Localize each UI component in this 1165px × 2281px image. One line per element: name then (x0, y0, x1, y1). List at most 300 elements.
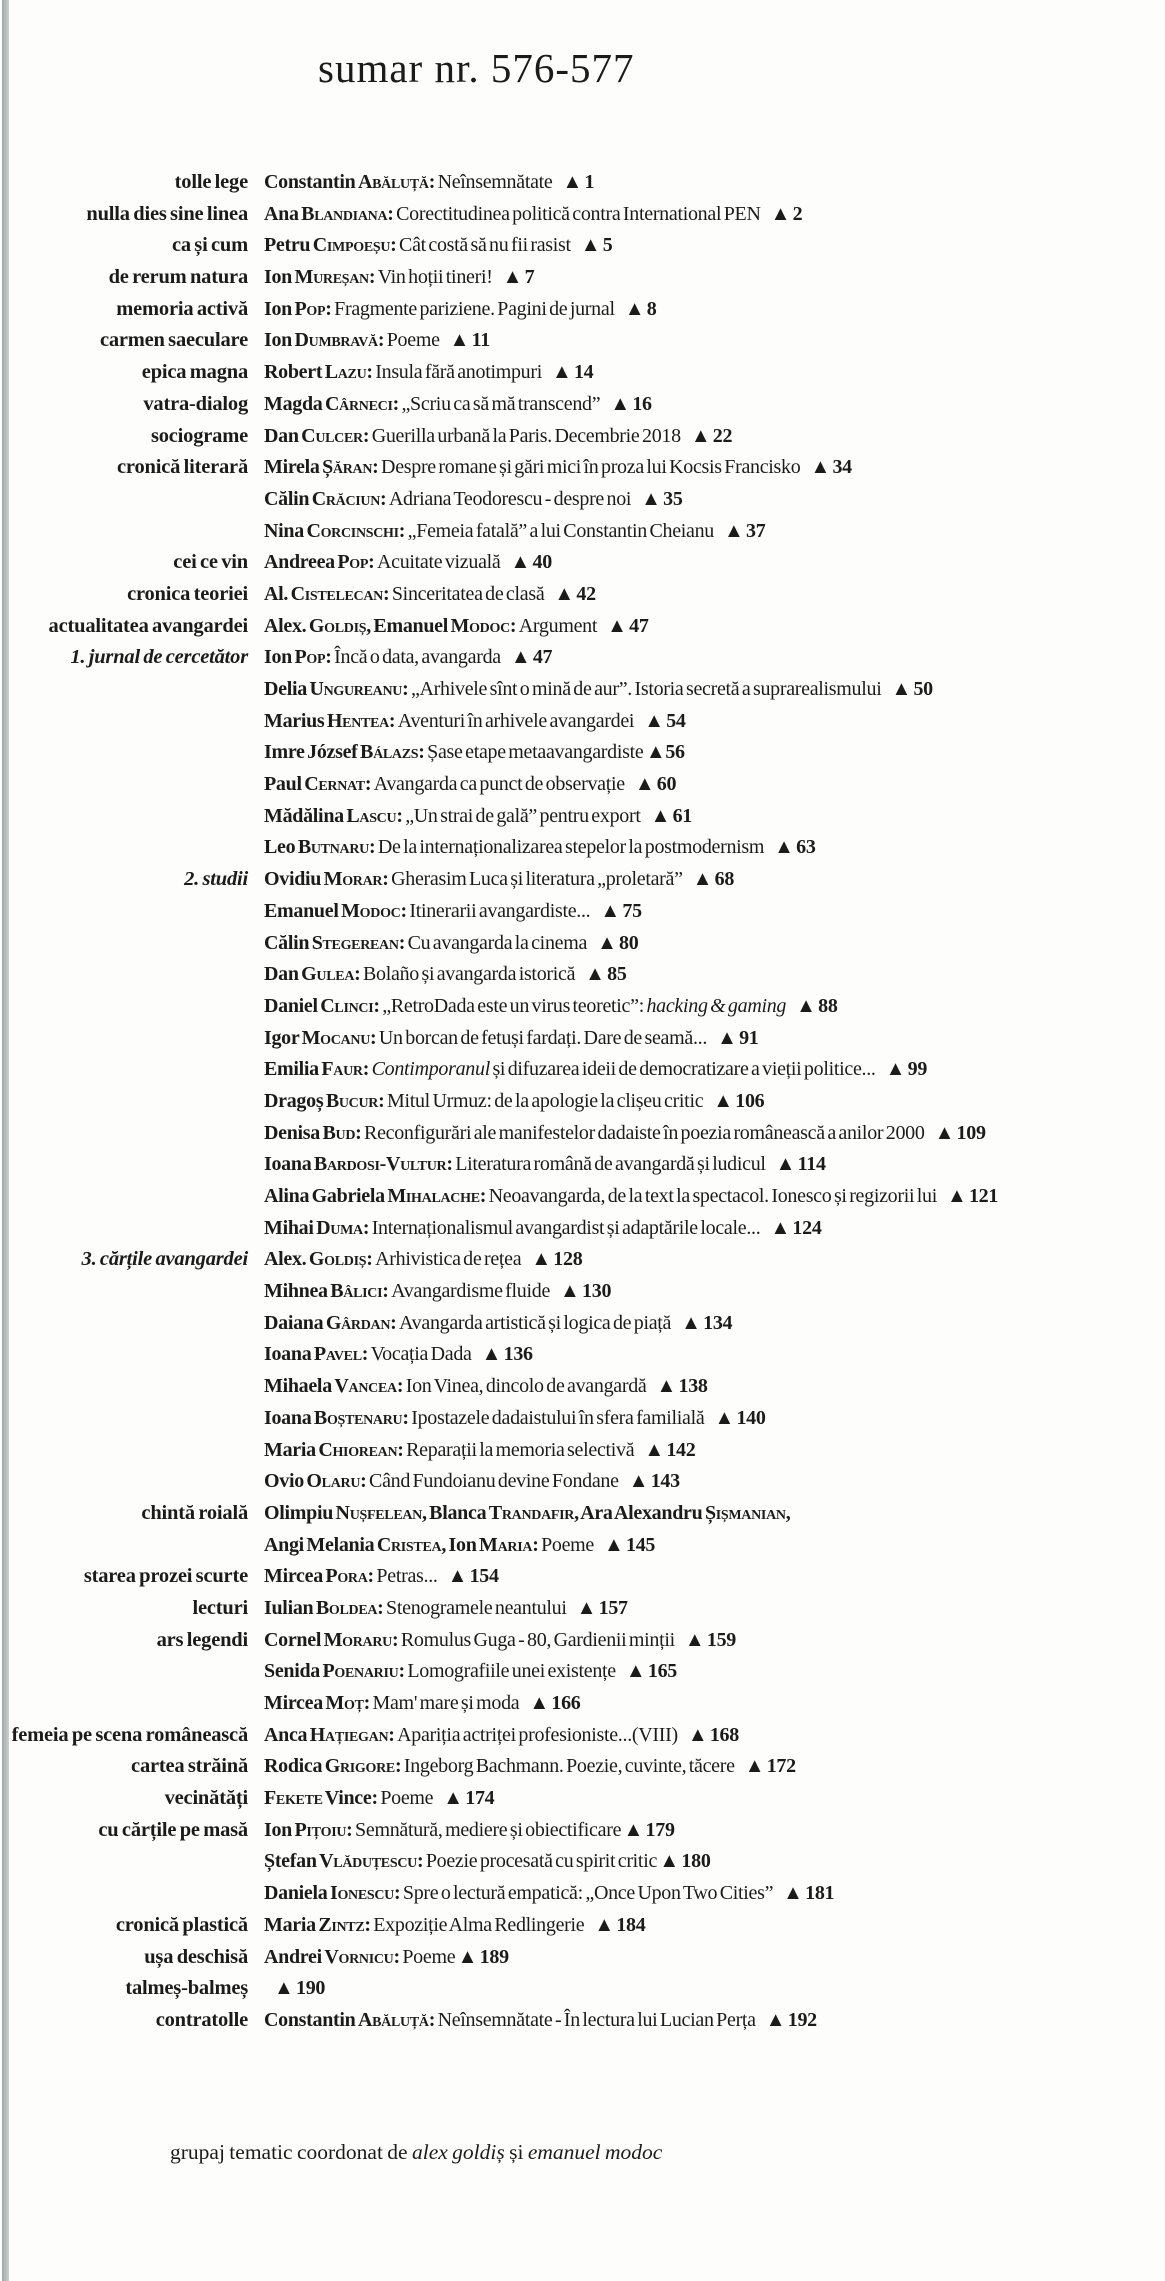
section-label: contratolle (155, 2008, 248, 2031)
entry-author: : (388, 709, 398, 732)
entry-author: Petru (264, 234, 313, 257)
entry-page-marker: ▲ 106 (713, 1089, 765, 1112)
footer-note (170, 2140, 662, 2165)
entry-author: Daniela (264, 1882, 330, 1905)
entry-author-family-smallcaps: Stegerean (311, 931, 399, 954)
toc-row (0, 1692, 1160, 1724)
entry-title: Aventuri în arhivele avangardei (397, 709, 635, 732)
entry-author-family-smallcaps: Pop (294, 297, 326, 320)
entry-author: : (370, 1026, 379, 1049)
section-label: lecturi (192, 1596, 248, 1619)
entry-page-marker: ▲ 99 (885, 1058, 928, 1081)
entry-title: Poeme (541, 1533, 595, 1556)
toc-entry (264, 361, 593, 384)
entry-page-marker: ▲ 80 (597, 931, 639, 954)
section-label: de rerum natura (108, 266, 248, 289)
entry-author: : (325, 646, 335, 669)
toc-entry (264, 425, 732, 448)
entry-author: Ovio (264, 1470, 307, 1493)
toc-row (0, 266, 1160, 298)
entry-author: Marius (264, 709, 327, 732)
entry-title: De la internaționalizarea stepelor la postmodernism (377, 836, 765, 859)
entry-author-family-smallcaps: Ungureanu (309, 678, 403, 700)
entry-title: Sinceritatea de clasă (391, 582, 545, 605)
entry-author: Maria (264, 1913, 319, 1936)
toc-row (0, 329, 1160, 361)
entry-title: Când Fundoianu devine Fondane (369, 1470, 619, 1493)
toc-entry (264, 615, 649, 638)
toc-entry (264, 773, 676, 796)
section-label: epica magna (141, 361, 248, 384)
section-label: starea prozei scurte (83, 1565, 248, 1588)
entry-title: Poezie procesată cu spirit critic (425, 1850, 658, 1873)
toc-row (0, 520, 1160, 552)
entry-author: Constantin (264, 171, 358, 193)
toc-entry (264, 995, 838, 1018)
entry-author: Ion (264, 297, 295, 320)
entry-title: Ipostazele dadaistului în sfera familială (411, 1406, 705, 1429)
entry-page-marker: ▲ 61 (650, 804, 693, 827)
entry-author: : (390, 1311, 400, 1334)
entry-author: : (402, 678, 411, 700)
entry-author: : (355, 1121, 365, 1144)
section-label: 3. cărțile avangardei (81, 1248, 248, 1271)
toc-entry (264, 963, 627, 986)
entry-author-family-smallcaps: Trandafir (488, 1501, 575, 1524)
entry-author: : (362, 1058, 372, 1081)
entry-page-marker: ▲ 63 (774, 836, 816, 859)
entry-page-marker: ▲ 91 (717, 1026, 759, 1049)
entry-author-family-smallcaps: Boldea (315, 1596, 378, 1619)
entry-author: : (393, 1945, 403, 1968)
footer-text-prefix: grupaj tematic coordonat de (170, 2140, 412, 2164)
entry-author: : (382, 868, 392, 891)
entry-author: : (398, 931, 408, 954)
entry-author-family-smallcaps: Ionescu (329, 1882, 394, 1905)
toc-entry (264, 900, 642, 923)
entry-page-marker: ▲ 166 (529, 1692, 581, 1714)
entry-author: Daniel (264, 994, 321, 1017)
toc-row (0, 1439, 1160, 1471)
entry-title: Șase etape metaavangardiste (427, 741, 644, 764)
entry-page-marker: ▲ 54 (644, 709, 686, 732)
entry-author-family-smallcaps: Pop (294, 646, 326, 669)
entry-author-family-smallcaps: Lascu (346, 804, 397, 827)
entry-author-family-smallcaps: Bucur (325, 1089, 379, 1112)
entry-author: : (388, 1723, 398, 1746)
entry-author: Andrei (264, 1945, 325, 1968)
toc-entry (264, 203, 802, 226)
entry-author: : (509, 614, 519, 637)
entry-title: Poeme (380, 1787, 434, 1810)
entry-page-marker: ▲ 140 (714, 1406, 766, 1429)
entry-page-marker: ▲ 85 (585, 963, 627, 986)
entry-author-family-smallcaps: Moț (325, 1692, 364, 1714)
entry-title: Poeme (386, 329, 440, 352)
entry-page-marker: ▲ 142 (644, 1438, 696, 1461)
toc-row (0, 1850, 1160, 1882)
toc-row (0, 1153, 1160, 1185)
section-label: actualitatea avangardei (48, 614, 248, 637)
entry-author: : (394, 1882, 403, 1905)
entry-page-marker: ▲ 179 (623, 1818, 675, 1841)
section-label: carmen saeculare (99, 329, 248, 352)
toc-entry (264, 2009, 817, 2032)
entry-title: Itinerarii avangardiste... (409, 899, 591, 922)
toc-row (0, 710, 1160, 742)
entry-author: : (354, 963, 364, 986)
entry-author-family-smallcaps: Chiorean (318, 1438, 398, 1461)
toc-entry (264, 1977, 325, 2000)
toc-row (0, 1280, 1160, 1312)
toc-entry (264, 1660, 677, 1683)
toc-entry (264, 1724, 739, 1747)
entry-author-family-smallcaps: Goldiș (308, 614, 367, 637)
entry-page-marker: ▲ 14 (551, 361, 594, 384)
entry-author-family-smallcaps: Boștenaru (313, 1406, 403, 1429)
toc-entry (264, 1946, 509, 1969)
entry-title: Petras... (376, 1565, 438, 1588)
toc-row (0, 836, 1160, 868)
entry-author-family-smallcaps: Șișmanian (704, 1501, 786, 1524)
toc-entry (264, 298, 656, 321)
toc-row (0, 868, 1160, 900)
entry-author-family-smallcaps: Mocanu (301, 1026, 371, 1049)
toc-row (0, 932, 1160, 964)
entry-author: : (377, 1596, 387, 1619)
entry-author: Maria (264, 1438, 319, 1461)
toc-entry (264, 646, 552, 669)
entry-title: Semnătură, mediere și obiectificare (355, 1818, 622, 1841)
toc-entry (264, 1819, 675, 1842)
toc-row (0, 1755, 1160, 1787)
toc-row (0, 741, 1160, 773)
entry-author: Rodica (264, 1755, 325, 1778)
entry-author: : (392, 392, 402, 415)
entry-page-marker: ▲ 168 (687, 1723, 739, 1746)
toc-entry (264, 583, 596, 606)
entry-page-marker: ▲ 35 (641, 487, 683, 510)
entry-page-marker: ▲ 180 (659, 1850, 711, 1873)
entry-author: : (387, 202, 397, 225)
toc-row (0, 995, 1160, 1027)
entry-author: Ion (264, 329, 295, 352)
section-label: cronică plastică (115, 1913, 248, 1936)
entry-author: : (361, 1343, 371, 1366)
entry-page-marker: ▲ 16 (610, 392, 652, 415)
entry-title: „Femeia fatală” a lui Constantin Cheianu (407, 519, 715, 542)
entry-page-marker: ▲ 138 (656, 1375, 708, 1398)
entry-title: Gherasim Luca și literatura „proletară” (391, 868, 683, 891)
toc-entry (264, 1122, 986, 1145)
entry-author: : (364, 1913, 374, 1936)
entry-page-marker: ▲ 50 (891, 678, 933, 700)
entry-author-family-smallcaps: Blandiana (301, 202, 388, 225)
entry-author-family-smallcaps: Pop (337, 551, 369, 574)
entry-author: , Ion (441, 1533, 480, 1556)
entry-author-family-smallcaps: Nușfelean (335, 1501, 422, 1524)
entry-author: Ioana (264, 1153, 314, 1176)
entry-author: : (398, 1660, 408, 1683)
entry-author-family-smallcaps: Poenariu (322, 1660, 399, 1683)
toc-entry (264, 1914, 645, 1937)
toc-row (0, 646, 1160, 678)
entry-author-family-smallcaps: Bud (322, 1121, 356, 1144)
entry-author: : (325, 297, 335, 320)
entry-title: Un borcan de fetuși fardați. Dare de seamă... (378, 1026, 708, 1049)
entry-author-family-smallcaps: Gulea (301, 963, 355, 986)
entry-author: Mihnea (264, 1280, 331, 1303)
entry-author: Mircea (264, 1565, 326, 1588)
entry-author: Magda (264, 392, 326, 415)
toc-row (0, 1470, 1160, 1502)
entry-author: Ștefan (264, 1850, 320, 1873)
entry-author: Mirela (264, 456, 323, 479)
entry-author: Alex. (264, 614, 309, 637)
toc-row (0, 615, 1160, 647)
entry-title: Vocația Dada (370, 1343, 472, 1366)
toc-row (0, 1819, 1160, 1851)
section-label: ca și cum (171, 234, 248, 257)
entry-author: : (377, 329, 387, 352)
entry-page-marker: ▲ 109 (934, 1121, 986, 1144)
toc-row (0, 171, 1160, 203)
entry-author: : (402, 1406, 412, 1429)
entry-author: : (380, 487, 389, 510)
toc-entry (264, 520, 765, 543)
entry-author-family-smallcaps: Culcer (301, 424, 363, 447)
entry-author: Emilia (264, 1058, 322, 1081)
entry-page-marker: ▲ 124 (770, 1216, 822, 1239)
entry-page-marker: ▲ 192 (765, 2008, 817, 2031)
entry-page-marker: ▲ 189 (457, 1945, 509, 1968)
entry-author-family-smallcaps: Duma (316, 1216, 363, 1239)
entry-author-family-smallcaps: Goldiș (308, 1248, 367, 1271)
entry-page-marker: ▲ 42 (554, 582, 596, 605)
entry-author: : (362, 1216, 372, 1239)
entry-author: Al. (264, 582, 291, 605)
entry-author: : (446, 1153, 456, 1176)
entry-author: Dan (264, 424, 302, 447)
entry-author: Ion (264, 646, 295, 669)
section-label: cu cărțile pe masă (98, 1818, 248, 1841)
entry-page-marker: ▲ 47 (510, 646, 553, 669)
toc-row (0, 1027, 1160, 1059)
toc-entry (264, 1629, 736, 1652)
toc-row (0, 1629, 1160, 1661)
footer-coordinator-1: alex goldiș (411, 2140, 505, 2164)
toc-row (0, 425, 1160, 457)
toc-row (0, 298, 1160, 330)
toc-entry (264, 1027, 758, 1050)
toc-row (0, 456, 1160, 488)
entry-page-marker: ▲ 75 (600, 899, 642, 922)
toc-entry (264, 1407, 766, 1430)
entry-title: Reconfigurări ale manifestelor dadaiste în poezia românească a anilor 2000 (364, 1121, 925, 1144)
entry-author: : (368, 266, 378, 289)
entry-author: : (396, 804, 406, 827)
entry-author: Robert (264, 361, 325, 384)
entry-page-marker: ▲ 1 (562, 171, 595, 193)
section-label: talmeș-balmeș (125, 1977, 248, 2000)
entry-author: : (428, 2008, 438, 2031)
entry-author: Constantin (264, 2008, 358, 2031)
toc-row (0, 583, 1160, 615)
entry-author: Călin (264, 931, 312, 954)
entry-author: Alina Gabriela (264, 1185, 388, 1207)
toc-entry (264, 1882, 834, 1905)
entry-title: Ingeborg Bachmann. Poezie, cuvinte, tăcere (403, 1755, 735, 1778)
toc-entry (264, 1375, 708, 1398)
entry-title: Avangarda artistică și logica de piață (399, 1311, 672, 1334)
entry-author-family-smallcaps: Modoc (450, 614, 510, 637)
entry-page-marker: ▲ 165 (625, 1660, 677, 1683)
toc-row (0, 1375, 1160, 1407)
entry-title: Mam' mare și moda (372, 1692, 520, 1714)
entry-page-marker: ▲ 37 (724, 519, 766, 542)
toc-entry (264, 710, 686, 733)
entry-author: , Emanuel (366, 614, 451, 637)
entry-author: : (368, 836, 378, 859)
entry-page-marker: ▲ 68 (692, 868, 735, 891)
toc-row (0, 1248, 1160, 1280)
section-label: ușa deschisă (144, 1945, 248, 1968)
entry-title: Bolaño și avangarda istorică (363, 963, 576, 986)
entry-author: Ana (264, 202, 302, 225)
entry-author: Ovidiu (264, 868, 324, 891)
entry-author-family-smallcaps: Hațiegan (309, 1723, 389, 1746)
entry-title: Avangardisme fluide (391, 1280, 551, 1303)
entry-page-marker: ▲ 159 (684, 1628, 737, 1651)
entry-title: Acuitate vizuală (377, 551, 501, 574)
entry-title: Argument (518, 614, 598, 637)
entry-author: : (382, 582, 392, 605)
entry-author: : (390, 234, 400, 257)
toc-entry (264, 234, 612, 257)
toc-entry (264, 741, 685, 764)
toc-row (0, 1217, 1160, 1249)
toc-row (0, 393, 1160, 425)
entry-author: Daiana (264, 1311, 326, 1334)
entry-author: : (392, 1628, 401, 1651)
entry-author-family-smallcaps: Cârneci (325, 392, 393, 415)
section-label: cei ce vin (173, 551, 248, 574)
entry-title-italic: Contimporanul (371, 1058, 490, 1081)
entry-author: Emanuel (264, 899, 342, 922)
toc-row (0, 1534, 1160, 1566)
toc-entry (264, 1090, 764, 1113)
toc-row (0, 1724, 1160, 1756)
toc-entry (264, 932, 638, 955)
entry-author-family-smallcaps: Moraru (323, 1628, 392, 1651)
entry-page-marker: ▲ 121 (946, 1185, 999, 1207)
entry-author-family-smallcaps: Maria (479, 1533, 533, 1556)
entry-author: : (368, 551, 377, 574)
entry-title: Insula fără anotimpuri (375, 361, 542, 384)
entry-author-family-smallcaps: Morar (323, 868, 383, 891)
toc-row (0, 900, 1160, 932)
entry-author: : (362, 424, 372, 447)
section-label: chintă roială (141, 1501, 248, 1524)
entry-title: Cât costă să nu fii rasist (399, 234, 571, 257)
toc-row (0, 1090, 1160, 1122)
entry-title: Lomografiile unei existențe (407, 1660, 616, 1683)
toc-row (0, 1882, 1160, 1914)
entry-title: Arhivistica de rețea (375, 1248, 522, 1271)
entry-author-family-smallcaps: Olaru (306, 1470, 361, 1493)
entry-author-family-smallcaps: Crăciun (311, 487, 381, 510)
entry-author-family-smallcaps: Hentea (326, 709, 389, 732)
toc-row (0, 1122, 1160, 1154)
toc-row (0, 678, 1160, 710)
entry-author-family-smallcaps: Clinci (320, 994, 374, 1017)
toc-row (0, 2009, 1160, 2041)
entry-page-marker: ▲ 60 (634, 773, 677, 796)
entry-title: Vin hoții tineri! (377, 266, 493, 289)
toc-row (0, 773, 1160, 805)
entry-page-marker: ▲ 22 (690, 424, 733, 447)
entry-author: Ioana (264, 1406, 314, 1429)
entry-author: Angi Melania (264, 1533, 377, 1556)
entry-page-marker: ▲ 174 (443, 1787, 495, 1810)
toc-row (0, 1058, 1160, 1090)
entry-author: : (398, 519, 408, 542)
entry-author-family-smallcaps: Butnaru (297, 836, 369, 859)
entry-title: Literatura română de avangardă și ludicul (455, 1153, 766, 1176)
entry-author: Vince: (322, 1787, 381, 1810)
entry-title: „RetroDada este un virus teoretic”: (382, 994, 647, 1017)
page-title: sumar nr. 576-577 (318, 45, 635, 91)
entry-author-family-smallcaps: Pora (325, 1565, 368, 1588)
entry-author: Mădălina (264, 804, 347, 827)
entry-author: : (366, 361, 376, 384)
entry-page-marker: ▲ 145 (604, 1533, 656, 1556)
entry-page-marker: ▲ 143 (628, 1470, 680, 1493)
toc-row (0, 1977, 1160, 2009)
toc-entry (264, 678, 933, 701)
entry-title: Poeme (402, 1945, 456, 1968)
toc-row (0, 551, 1160, 583)
entry-page-marker: ▲ 47 (607, 614, 649, 637)
entry-author-family-smallcaps: Cimpoeșu (312, 234, 391, 257)
section-label: vatra-dialog (143, 392, 248, 415)
entry-title: Apariția actriței profesioniste...(VIII) (397, 1723, 678, 1746)
entry-author-family-smallcaps: Abăluță (357, 2008, 429, 2031)
entry-author: Alex. (264, 1248, 309, 1271)
entry-author: : (378, 1089, 387, 1112)
entry-author: , (785, 1501, 791, 1524)
entry-page-marker: ▲ 172 (744, 1755, 796, 1778)
entry-author: Dan (264, 963, 302, 986)
toc-entry (264, 1312, 732, 1335)
toc-entry (264, 836, 816, 859)
entry-title: Avangarda ca punct de observație (373, 773, 625, 796)
section-label: 1. jurnal de cercetător (70, 646, 248, 669)
entry-title: Spre o lectură empatică: „Once Upon Two Cities” (402, 1882, 774, 1905)
section-label: ars legendi (156, 1628, 248, 1651)
entry-title: Cu avangarda la cinema (407, 931, 588, 954)
entry-author: Iulian (264, 1596, 316, 1619)
entry-author: Ion (264, 1818, 295, 1841)
entry-page-marker: ▲ 134 (681, 1311, 733, 1334)
entry-author: , Blanca (421, 1501, 489, 1524)
toc-entry (264, 171, 594, 194)
entry-title: Corectitudinea politică contra International PEN (396, 202, 761, 225)
entry-author: : (532, 1533, 542, 1556)
entry-author-family-smallcaps: Bâlici (330, 1280, 383, 1303)
entry-author-family-smallcaps: Vornicu (324, 1945, 394, 1968)
toc-entry (264, 805, 692, 828)
